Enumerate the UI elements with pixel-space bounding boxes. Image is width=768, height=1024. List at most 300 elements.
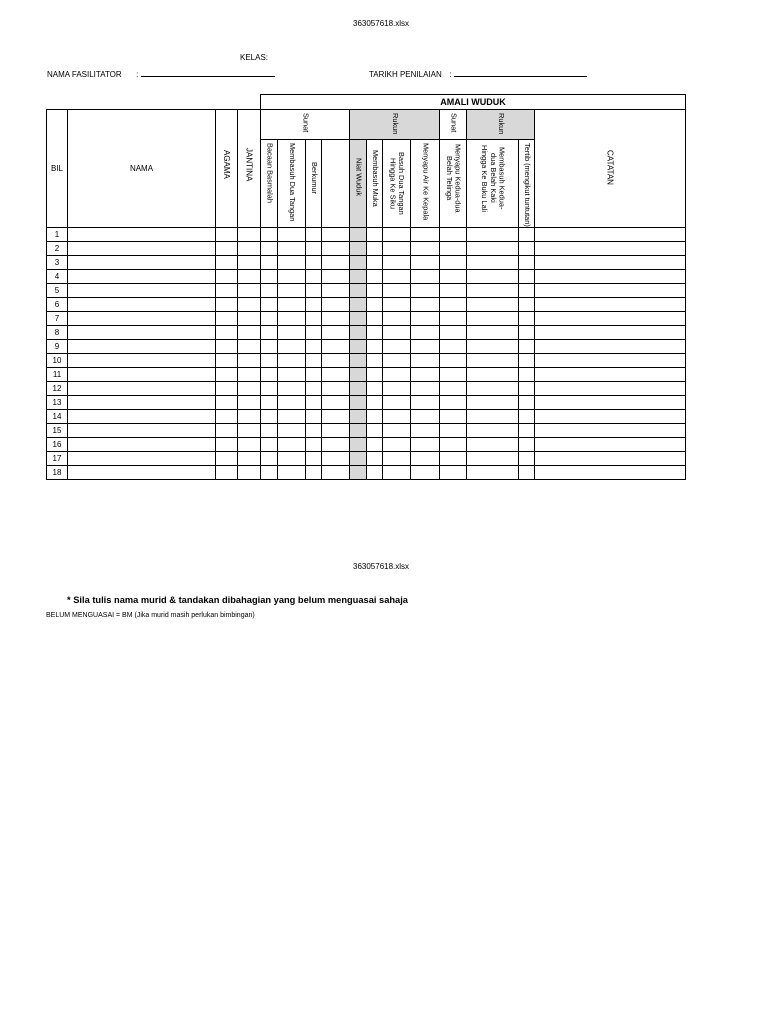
row-cell[interactable] bbox=[411, 423, 440, 437]
row-cell[interactable] bbox=[411, 283, 440, 297]
row-cell[interactable] bbox=[68, 325, 216, 339]
row-cell[interactable] bbox=[467, 311, 519, 325]
row-cell[interactable] bbox=[350, 423, 367, 437]
row-cell[interactable] bbox=[216, 353, 238, 367]
row-cell[interactable] bbox=[238, 227, 261, 241]
row-cell[interactable] bbox=[367, 451, 383, 465]
row-cell[interactable] bbox=[216, 395, 238, 409]
row-cell[interactable] bbox=[535, 241, 686, 255]
row-cell[interactable] bbox=[350, 339, 367, 353]
row-cell[interactable] bbox=[535, 465, 686, 479]
row-cell[interactable] bbox=[519, 465, 535, 479]
row-cell[interactable] bbox=[383, 297, 411, 311]
row-cell[interactable] bbox=[535, 269, 686, 283]
row-cell[interactable] bbox=[306, 409, 322, 423]
table-row bbox=[47, 339, 686, 353]
row-cell[interactable] bbox=[68, 437, 216, 451]
row-cell[interactable] bbox=[322, 465, 350, 479]
row-cell[interactable] bbox=[519, 325, 535, 339]
row-cell[interactable] bbox=[467, 353, 519, 367]
row-cell[interactable] bbox=[278, 367, 306, 381]
row-cell[interactable] bbox=[440, 297, 467, 311]
row-cell[interactable] bbox=[467, 339, 519, 353]
row-cell[interactable] bbox=[367, 297, 383, 311]
row-cell[interactable] bbox=[278, 395, 306, 409]
row-cell[interactable] bbox=[68, 465, 216, 479]
row-cell[interactable] bbox=[238, 395, 261, 409]
row-cell[interactable] bbox=[278, 339, 306, 353]
tarikh-label: TARIKH PENILAIAN bbox=[369, 70, 442, 79]
row-cell[interactable] bbox=[383, 423, 411, 437]
row-cell[interactable] bbox=[535, 283, 686, 297]
row-cell[interactable] bbox=[306, 227, 322, 241]
row-cell[interactable] bbox=[238, 311, 261, 325]
row-cell[interactable] bbox=[68, 451, 216, 465]
row-cell[interactable] bbox=[322, 255, 350, 269]
row-cell[interactable] bbox=[467, 465, 519, 479]
row-cell[interactable] bbox=[411, 227, 440, 241]
table-row bbox=[47, 451, 686, 465]
row-cell[interactable] bbox=[535, 325, 686, 339]
row-cell[interactable] bbox=[322, 311, 350, 325]
row-cell[interactable] bbox=[238, 451, 261, 465]
table-row bbox=[47, 353, 686, 367]
row-cell[interactable] bbox=[383, 255, 411, 269]
row-cell[interactable] bbox=[278, 409, 306, 423]
row-cell[interactable] bbox=[278, 353, 306, 367]
row-cell[interactable] bbox=[535, 423, 686, 437]
row-cell[interactable] bbox=[440, 227, 467, 241]
row-cell[interactable] bbox=[322, 353, 350, 367]
row-cell[interactable] bbox=[216, 269, 238, 283]
group-rukun-2: Rukun bbox=[467, 110, 535, 140]
row-cell[interactable] bbox=[261, 255, 278, 269]
row-cell[interactable] bbox=[440, 395, 467, 409]
step-membasuh-kaki: Membasuh Kedua-dua Belah Kaki Hingga Ke Buku Lali bbox=[467, 140, 519, 228]
row-cell[interactable] bbox=[411, 339, 440, 353]
row-cell[interactable] bbox=[322, 241, 350, 255]
row-cell[interactable] bbox=[519, 255, 535, 269]
row-cell[interactable] bbox=[278, 451, 306, 465]
row-cell[interactable] bbox=[238, 381, 261, 395]
row-cell[interactable] bbox=[350, 227, 367, 241]
row-cell[interactable] bbox=[467, 269, 519, 283]
row-cell[interactable] bbox=[350, 451, 367, 465]
row-cell[interactable] bbox=[306, 465, 322, 479]
row-cell[interactable] bbox=[440, 311, 467, 325]
row-cell[interactable] bbox=[216, 311, 238, 325]
row-cell[interactable] bbox=[261, 269, 278, 283]
row-cell[interactable] bbox=[278, 325, 306, 339]
row-cell[interactable] bbox=[535, 297, 686, 311]
row-cell[interactable] bbox=[350, 255, 367, 269]
row-cell[interactable] bbox=[238, 339, 261, 353]
row-cell[interactable] bbox=[278, 255, 306, 269]
row-cell[interactable] bbox=[306, 437, 322, 451]
row-cell[interactable] bbox=[519, 451, 535, 465]
row-cell[interactable] bbox=[261, 381, 278, 395]
row-cell[interactable] bbox=[535, 381, 686, 395]
row-cell[interactable] bbox=[306, 395, 322, 409]
row-cell[interactable] bbox=[367, 241, 383, 255]
row-cell[interactable] bbox=[383, 283, 411, 297]
row-cell[interactable] bbox=[519, 353, 535, 367]
row-cell[interactable] bbox=[519, 227, 535, 241]
row-cell[interactable] bbox=[440, 255, 467, 269]
row-cell[interactable] bbox=[68, 255, 216, 269]
row-cell[interactable] bbox=[383, 339, 411, 353]
row-cell[interactable] bbox=[238, 297, 261, 311]
row-cell[interactable] bbox=[383, 325, 411, 339]
row-cell[interactable] bbox=[411, 311, 440, 325]
fasilitator-underline bbox=[141, 68, 275, 77]
row-cell[interactable] bbox=[383, 465, 411, 479]
row-cell[interactable] bbox=[535, 255, 686, 269]
row-cell[interactable] bbox=[350, 409, 367, 423]
row-cell[interactable] bbox=[350, 325, 367, 339]
file-name-top: 363057618.xlsx bbox=[353, 19, 410, 28]
row-cell[interactable] bbox=[535, 227, 686, 241]
row-cell[interactable] bbox=[306, 283, 322, 297]
row-cell[interactable] bbox=[216, 241, 238, 255]
row-cell[interactable] bbox=[467, 367, 519, 381]
row-cell[interactable] bbox=[535, 451, 686, 465]
row-cell[interactable] bbox=[535, 437, 686, 451]
row-cell[interactable] bbox=[350, 395, 367, 409]
row-cell[interactable] bbox=[411, 269, 440, 283]
row-cell[interactable] bbox=[306, 255, 322, 269]
row-cell[interactable] bbox=[68, 395, 216, 409]
row-cell[interactable] bbox=[322, 269, 350, 283]
row-cell[interactable] bbox=[322, 451, 350, 465]
row-cell[interactable] bbox=[261, 283, 278, 297]
row-cell[interactable] bbox=[519, 297, 535, 311]
row-cell[interactable] bbox=[238, 255, 261, 269]
row-cell[interactable] bbox=[467, 325, 519, 339]
row-cell[interactable] bbox=[306, 269, 322, 283]
row-cell[interactable] bbox=[322, 423, 350, 437]
row-number: 6 bbox=[47, 297, 68, 311]
step-niat-wuduk: Niat Wuduk bbox=[350, 140, 367, 228]
row-cell[interactable] bbox=[411, 353, 440, 367]
row-cell[interactable] bbox=[467, 297, 519, 311]
row-cell[interactable] bbox=[238, 465, 261, 479]
col-bil-header: BIL bbox=[47, 110, 68, 228]
row-cell[interactable] bbox=[306, 423, 322, 437]
row-cell[interactable] bbox=[367, 339, 383, 353]
row-cell[interactable] bbox=[411, 437, 440, 451]
tarikh-field[interactable] bbox=[369, 68, 587, 79]
row-cell[interactable] bbox=[238, 283, 261, 297]
row-cell[interactable] bbox=[238, 325, 261, 339]
row-cell[interactable] bbox=[278, 269, 306, 283]
row-number: 2 bbox=[47, 241, 68, 255]
row-cell[interactable] bbox=[216, 381, 238, 395]
row-cell[interactable] bbox=[322, 339, 350, 353]
row-cell[interactable] bbox=[383, 227, 411, 241]
row-cell[interactable] bbox=[367, 269, 383, 283]
row-cell[interactable] bbox=[440, 423, 467, 437]
row-cell[interactable] bbox=[467, 283, 519, 297]
row-cell[interactable] bbox=[306, 353, 322, 367]
row-cell[interactable] bbox=[519, 423, 535, 437]
row-cell[interactable] bbox=[68, 311, 216, 325]
row-cell[interactable] bbox=[68, 353, 216, 367]
row-cell[interactable] bbox=[322, 283, 350, 297]
row-cell[interactable] bbox=[322, 367, 350, 381]
row-cell[interactable] bbox=[238, 269, 261, 283]
row-cell[interactable] bbox=[519, 339, 535, 353]
row-cell[interactable] bbox=[467, 381, 519, 395]
row-cell[interactable] bbox=[68, 423, 216, 437]
row-cell[interactable] bbox=[216, 227, 238, 241]
row-cell[interactable] bbox=[261, 423, 278, 437]
row-cell[interactable] bbox=[306, 381, 322, 395]
row-cell[interactable] bbox=[216, 437, 238, 451]
row-cell[interactable] bbox=[216, 325, 238, 339]
row-cell[interactable] bbox=[261, 367, 278, 381]
row-cell[interactable] bbox=[367, 395, 383, 409]
row-cell[interactable] bbox=[535, 409, 686, 423]
row-cell[interactable] bbox=[383, 367, 411, 381]
row-number: 12 bbox=[47, 381, 68, 395]
row-cell[interactable] bbox=[367, 227, 383, 241]
row-cell[interactable] bbox=[238, 423, 261, 437]
row-cell[interactable] bbox=[68, 381, 216, 395]
row-cell[interactable] bbox=[261, 353, 278, 367]
row-cell[interactable] bbox=[440, 353, 467, 367]
row-cell[interactable] bbox=[306, 325, 322, 339]
row-number: 17 bbox=[47, 451, 68, 465]
row-cell[interactable] bbox=[278, 297, 306, 311]
row-cell[interactable] bbox=[411, 465, 440, 479]
row-cell[interactable] bbox=[535, 367, 686, 381]
row-cell[interactable] bbox=[367, 423, 383, 437]
row-cell[interactable] bbox=[411, 409, 440, 423]
row-cell[interactable] bbox=[519, 367, 535, 381]
row-cell[interactable] bbox=[322, 437, 350, 451]
row-cell[interactable] bbox=[350, 381, 367, 395]
row-cell[interactable] bbox=[411, 395, 440, 409]
row-cell[interactable] bbox=[261, 311, 278, 325]
row-cell[interactable] bbox=[367, 255, 383, 269]
row-cell[interactable] bbox=[535, 395, 686, 409]
row-cell[interactable] bbox=[261, 297, 278, 311]
step-berkumur: Berkumur bbox=[306, 140, 322, 228]
row-cell[interactable] bbox=[440, 339, 467, 353]
row-cell[interactable] bbox=[519, 381, 535, 395]
row-cell[interactable] bbox=[383, 311, 411, 325]
row-cell[interactable] bbox=[350, 297, 367, 311]
row-cell[interactable] bbox=[238, 409, 261, 423]
file-name-bottom: 363057618.xlsx bbox=[353, 562, 410, 571]
row-cell[interactable] bbox=[535, 353, 686, 367]
row-cell[interactable] bbox=[322, 297, 350, 311]
row-cell[interactable] bbox=[535, 311, 686, 325]
row-cell[interactable] bbox=[306, 297, 322, 311]
row-cell[interactable] bbox=[238, 353, 261, 367]
row-cell[interactable] bbox=[216, 409, 238, 423]
table-row bbox=[47, 325, 686, 339]
row-cell[interactable] bbox=[519, 283, 535, 297]
row-cell[interactable] bbox=[238, 437, 261, 451]
row-cell[interactable] bbox=[216, 465, 238, 479]
row-cell[interactable] bbox=[367, 465, 383, 479]
row-cell[interactable] bbox=[383, 269, 411, 283]
row-cell[interactable] bbox=[278, 227, 306, 241]
row-cell[interactable] bbox=[367, 353, 383, 367]
row-cell[interactable] bbox=[350, 311, 367, 325]
row-cell[interactable] bbox=[467, 227, 519, 241]
row-cell[interactable] bbox=[519, 395, 535, 409]
row-cell[interactable] bbox=[278, 311, 306, 325]
row-cell[interactable] bbox=[350, 241, 367, 255]
row-cell[interactable] bbox=[238, 241, 261, 255]
row-cell[interactable] bbox=[367, 381, 383, 395]
legend-note: BELUM MENGUASAI = BM (Jika murid masih perlukan bimbingan) bbox=[46, 612, 255, 619]
table-row bbox=[47, 283, 686, 297]
row-number: 18 bbox=[47, 465, 68, 479]
row-cell[interactable] bbox=[467, 255, 519, 269]
row-cell[interactable] bbox=[306, 339, 322, 353]
row-cell[interactable] bbox=[383, 381, 411, 395]
row-cell[interactable] bbox=[68, 339, 216, 353]
row-cell[interactable] bbox=[350, 465, 367, 479]
row-number: 16 bbox=[47, 437, 68, 451]
row-cell[interactable] bbox=[440, 409, 467, 423]
row-cell[interactable] bbox=[383, 241, 411, 255]
table-row bbox=[47, 395, 686, 409]
row-cell[interactable] bbox=[261, 339, 278, 353]
row-cell[interactable] bbox=[216, 423, 238, 437]
step-bacaan-basmalah: Bacaan Basmalah bbox=[261, 140, 278, 228]
row-cell[interactable] bbox=[367, 437, 383, 451]
row-cell[interactable] bbox=[306, 241, 322, 255]
row-cell[interactable] bbox=[467, 409, 519, 423]
row-cell[interactable] bbox=[367, 311, 383, 325]
row-cell[interactable] bbox=[411, 381, 440, 395]
row-cell[interactable] bbox=[322, 325, 350, 339]
row-cell[interactable] bbox=[367, 325, 383, 339]
row-cell[interactable] bbox=[278, 437, 306, 451]
row-cell[interactable] bbox=[411, 255, 440, 269]
row-cell[interactable] bbox=[383, 437, 411, 451]
row-cell[interactable] bbox=[306, 451, 322, 465]
row-cell[interactable] bbox=[322, 227, 350, 241]
row-cell[interactable] bbox=[350, 283, 367, 297]
row-cell[interactable] bbox=[350, 353, 367, 367]
row-cell[interactable] bbox=[519, 311, 535, 325]
row-cell[interactable] bbox=[68, 241, 216, 255]
row-cell[interactable] bbox=[440, 451, 467, 465]
row-cell[interactable] bbox=[440, 367, 467, 381]
row-cell[interactable] bbox=[519, 409, 535, 423]
row-cell[interactable] bbox=[367, 367, 383, 381]
row-cell[interactable] bbox=[440, 269, 467, 283]
row-cell[interactable] bbox=[440, 465, 467, 479]
row-cell[interactable] bbox=[383, 353, 411, 367]
row-cell[interactable] bbox=[68, 409, 216, 423]
row-cell[interactable] bbox=[467, 451, 519, 465]
row-cell[interactable] bbox=[306, 367, 322, 381]
row-cell[interactable] bbox=[68, 367, 216, 381]
row-cell[interactable] bbox=[440, 241, 467, 255]
row-cell[interactable] bbox=[411, 451, 440, 465]
row-cell[interactable] bbox=[350, 367, 367, 381]
row-cell[interactable] bbox=[278, 241, 306, 255]
row-cell[interactable] bbox=[322, 381, 350, 395]
row-cell[interactable] bbox=[68, 283, 216, 297]
row-cell[interactable] bbox=[261, 465, 278, 479]
row-cell[interactable] bbox=[411, 367, 440, 381]
row-cell[interactable] bbox=[216, 283, 238, 297]
row-cell[interactable] bbox=[440, 381, 467, 395]
row-cell[interactable] bbox=[261, 241, 278, 255]
row-cell[interactable] bbox=[440, 325, 467, 339]
row-cell[interactable] bbox=[261, 395, 278, 409]
row-cell[interactable] bbox=[278, 423, 306, 437]
row-cell[interactable] bbox=[322, 409, 350, 423]
row-cell[interactable] bbox=[216, 297, 238, 311]
row-cell[interactable] bbox=[216, 367, 238, 381]
row-cell[interactable] bbox=[467, 437, 519, 451]
row-cell[interactable] bbox=[440, 437, 467, 451]
row-cell[interactable] bbox=[467, 241, 519, 255]
row-cell[interactable] bbox=[278, 283, 306, 297]
row-cell[interactable] bbox=[411, 325, 440, 339]
row-cell[interactable] bbox=[68, 297, 216, 311]
row-cell[interactable] bbox=[68, 269, 216, 283]
row-cell[interactable] bbox=[278, 465, 306, 479]
row-cell[interactable] bbox=[68, 227, 216, 241]
row-cell[interactable] bbox=[261, 227, 278, 241]
row-cell[interactable] bbox=[261, 437, 278, 451]
row-cell[interactable] bbox=[238, 367, 261, 381]
row-cell[interactable] bbox=[350, 437, 367, 451]
row-cell[interactable] bbox=[519, 437, 535, 451]
table-row bbox=[47, 409, 686, 423]
row-cell[interactable] bbox=[216, 451, 238, 465]
row-cell[interactable] bbox=[467, 395, 519, 409]
step-menyapu-air-ke-kepala: Menyapu Air Ke Kepala bbox=[411, 140, 440, 228]
row-cell[interactable] bbox=[261, 409, 278, 423]
row-cell[interactable] bbox=[216, 255, 238, 269]
row-cell[interactable] bbox=[519, 241, 535, 255]
row-cell[interactable] bbox=[261, 451, 278, 465]
row-cell[interactable] bbox=[322, 395, 350, 409]
row-cell[interactable] bbox=[383, 409, 411, 423]
row-cell[interactable] bbox=[367, 409, 383, 423]
step-empty-1 bbox=[322, 140, 350, 228]
fasilitator-field[interactable] bbox=[47, 68, 275, 79]
row-cell[interactable] bbox=[411, 297, 440, 311]
row-cell[interactable] bbox=[278, 381, 306, 395]
row-cell[interactable] bbox=[261, 325, 278, 339]
row-cell[interactable] bbox=[411, 241, 440, 255]
fasilitator-label: NAMA FASILITATOR bbox=[47, 70, 122, 79]
row-cell[interactable] bbox=[350, 269, 367, 283]
row-cell[interactable] bbox=[367, 283, 383, 297]
row-cell[interactable] bbox=[467, 423, 519, 437]
row-cell[interactable] bbox=[519, 269, 535, 283]
row-cell[interactable] bbox=[383, 451, 411, 465]
row-cell[interactable] bbox=[440, 283, 467, 297]
row-cell[interactable] bbox=[216, 339, 238, 353]
row-cell[interactable] bbox=[306, 311, 322, 325]
row-cell[interactable] bbox=[535, 339, 686, 353]
group-sunat-2: Sunat bbox=[440, 110, 467, 140]
row-cell[interactable] bbox=[383, 395, 411, 409]
